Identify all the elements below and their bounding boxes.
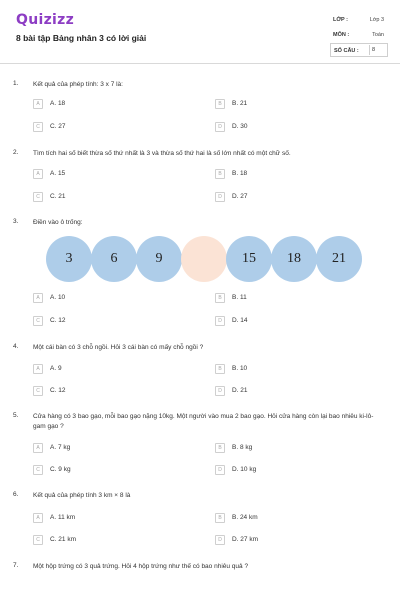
meta-count-label: SỐ CÂU : [334,48,359,54]
option-c[interactable] [33,192,183,202]
option-label: A. 15 [50,170,66,177]
option-key: A [33,99,43,109]
option-key: A [33,169,43,179]
option-key: B [215,513,225,523]
question-text: Kết quả của phép tính: 3 x 7 là: [33,81,123,88]
option-label: C. 21 [50,193,66,200]
option-d[interactable] [215,535,365,545]
option-key: C [33,316,43,326]
option-key: B [215,169,225,179]
meta-grade-label: LỚP : [333,17,348,23]
question-number: 3. [13,218,19,225]
option-label: D. 27 km [232,536,259,543]
meta-subject [330,28,388,42]
option-d[interactable] [215,316,365,326]
option-key: D [215,535,225,545]
question-number: 6. [13,491,19,498]
sequence-circle: 15 [226,236,272,282]
option-key: D [215,122,225,132]
option-key: D [215,465,225,475]
question-text: Cửa hàng có 3 bao gạo, mỗi bao gạo nặng 10kg. Một người vào mua 2 bao gạo. Hỏi cửa hàng còn lại bao nhiêu ki-lô-gam gạo ? [33,413,374,430]
option-b[interactable] [215,169,365,179]
option-b[interactable] [215,364,365,374]
option-label: B. 24 km [232,514,258,521]
option-key: C [33,465,43,475]
option-label: B. 11 [232,294,247,301]
meta-grade [330,13,388,27]
question-text: Kết quả của phép tính 3 km × 8 là [33,492,131,499]
option-label: D. 10 kg [232,466,257,473]
option-key: B [215,99,225,109]
option-c[interactable] [33,386,183,396]
question-number: 4. [13,343,19,350]
option-key: C [33,535,43,545]
question-number: 2. [13,149,19,156]
question-number: 5. [13,412,19,419]
option-label: A. 18 [50,100,66,107]
sequence-circle: 3 [46,236,92,282]
option-label: B. 10 [232,365,248,372]
sequence-circle: 18 [271,236,317,282]
meta-subject-value: Toán [372,32,384,38]
option-label: C. 9 kg [50,466,71,473]
quizizz-logo: Quizizz [16,12,75,28]
option-label: C. 12 [50,387,66,394]
option-key: C [33,386,43,396]
option-key: A [33,293,43,303]
option-key: A [33,513,43,523]
option-d[interactable] [215,192,365,202]
option-d[interactable] [215,122,365,132]
option-key: A [33,364,43,374]
sequence-circle: 6 [91,236,137,282]
option-a[interactable] [33,443,183,453]
option-c[interactable] [33,122,183,132]
document-title: 8 bài tập Bảng nhân 3 có lời giải [16,33,147,43]
option-b[interactable] [215,443,365,453]
option-key: D [215,316,225,326]
option-b[interactable] [215,293,365,303]
question-text: Một hộp trứng có 3 quả trứng. Hỏi 4 hộp trứng như thế có bao nhiêu quả ? [33,563,249,570]
question-text: Điền vào ô trống: [33,219,83,226]
option-label: B. 18 [232,170,248,177]
option-label: A. 11 km [50,514,76,521]
question-number: 1. [13,80,19,87]
option-a[interactable] [33,169,183,179]
option-label: A. 9 [50,365,62,372]
sequence-blank-circle [181,236,227,282]
question-text: Tìm tích hai số biết thừa số thứ nhất là 3 và thừa số thứ hai là số lớn nhất có một chữ số. [33,150,291,157]
meta-grade-value: Lớp 3 [369,17,384,23]
option-label: C. 27 [50,123,66,130]
option-label: D. 27 [232,193,248,200]
option-a[interactable] [33,513,183,523]
sequence-circle: 9 [136,236,182,282]
option-label: A. 7 kg [50,444,71,451]
question-number: 7. [13,562,19,569]
option-label: D. 21 [232,387,248,394]
option-c[interactable] [33,465,183,475]
option-a[interactable] [33,364,183,374]
option-d[interactable] [215,465,365,475]
option-key: B [215,364,225,374]
meta-count-value: 8 [372,47,376,53]
meta-question-count [330,43,388,57]
meta-subject-label: MÔN : [333,32,350,38]
option-key: B [215,293,225,303]
option-c[interactable] [33,316,183,326]
option-key: C [33,122,43,132]
option-label: A. 10 [50,294,66,301]
option-label: D. 30 [232,123,248,130]
option-key: D [215,386,225,396]
document-header [0,0,400,64]
option-label: B. 21 [232,100,248,107]
option-a[interactable] [33,293,183,303]
option-label: D. 14 [232,317,248,324]
option-key: D [215,192,225,202]
question-text: Một cái bàn có 3 chỗ ngồi. Hỏi 3 cái bàn có mấy chỗ ngồi ? [33,344,204,351]
option-label: B. 8 kg [232,444,253,451]
option-key: C [33,192,43,202]
option-d[interactable] [215,386,365,396]
option-b[interactable] [215,99,365,109]
number-sequence [46,236,366,282]
option-key: A [33,443,43,453]
option-b[interactable] [215,513,365,523]
sequence-circle: 21 [316,236,362,282]
option-label: C. 12 [50,317,66,324]
option-a[interactable] [33,99,183,109]
option-label: C. 21 km [50,536,77,543]
option-c[interactable] [33,535,183,545]
option-key: B [215,443,225,453]
